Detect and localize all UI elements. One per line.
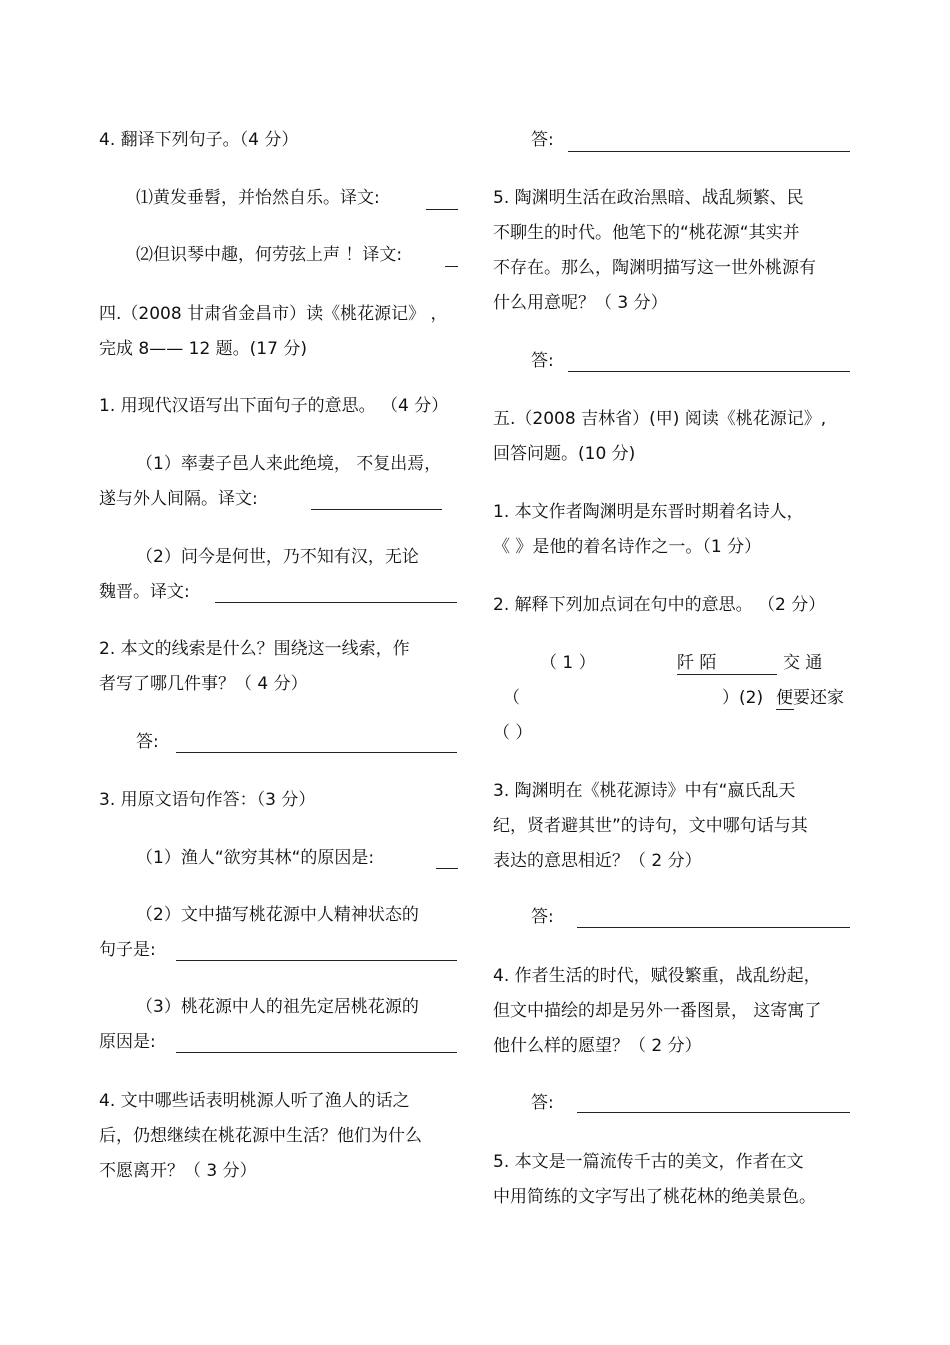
r-question-4-line2: 但文中描绘的却是另外一番图景， 这寄寓了 — [493, 1001, 822, 1021]
question-4b-line2: 后，仍想继续在桃花源中生活？他们为什么 — [99, 1126, 422, 1146]
r-question-5-line2: 中用简练的文字写出了桃花林的绝美景色。 — [493, 1187, 816, 1207]
r-question-2-bracket-blank: （ ） — [493, 723, 533, 743]
question-4-sentence-1: ⑴黄发垂髫，并怡然自乐。译文: — [136, 188, 380, 208]
answer-blank — [176, 752, 457, 753]
question-3-sentence-3-line1: （3）桃花源中人的祖先定居桃花源的 — [136, 997, 419, 1017]
r-question-2-item1-rest: 交 通 — [783, 653, 823, 673]
question-1-sentence-1-line2: 遂与外人间隔。译文: — [99, 489, 258, 509]
answer-blank — [426, 209, 458, 210]
r-question-2-item2-number: ）(2) — [722, 688, 764, 708]
section-4-heading-line2: 完成 8—— 12 题。(17 分) — [99, 339, 307, 359]
answer-blank — [436, 868, 458, 869]
question-4-title: 4. 翻译下列句子。（4 分） — [99, 130, 299, 150]
r-question-3-line2: 纪，贤者避其世”的诗句，文中哪句话与其 — [493, 816, 808, 836]
answer-label: 答: — [531, 130, 554, 150]
r-question-2-title: 2. 解释下列加点词在句中的意思。 （2 分） — [493, 595, 826, 615]
question-4b-line1: 4. 文中哪些话表明桃源人听了渔人的话之 — [99, 1091, 410, 1111]
section-5-heading-line1: 五.（2008 吉林省）(甲) 阅读《桃花源记》, — [493, 409, 827, 429]
question-3-sentence-2-line2: 句子是: — [99, 940, 156, 960]
answer-blank — [311, 509, 442, 510]
question-1-title: 1. 用现代汉语写出下面句子的意思。 （4 分） — [99, 396, 449, 416]
answer-blank — [577, 927, 850, 928]
question-3-sentence-2-line1: （2）文中描写桃花源中人精神状态的 — [136, 905, 419, 925]
question-3-sentence-3-line2: 原因是: — [99, 1032, 156, 1052]
r-question-1-line1: 1. 本文作者陶渊明是东晋时期着名诗人， — [493, 502, 804, 522]
answer-blank — [445, 266, 458, 267]
question-5-line3: 不存在。那么，陶渊明描写这一世外桃源有 — [493, 258, 816, 278]
emphasis-underline — [776, 709, 794, 710]
answer-label: 答: — [136, 732, 159, 752]
question-5-line4: 什么用意呢？（ 3 分） — [493, 293, 668, 313]
r-question-3-line3: 表达的意思相近？（ 2 分） — [493, 851, 702, 871]
question-2-line2: 者写了哪几件事？（ 4 分） — [99, 674, 308, 694]
answer-label: 答: — [531, 1093, 554, 1113]
answer-blank — [176, 1052, 457, 1053]
question-5-line1: 5. 陶渊明生活在政治黑暗、战乱频繁、民 — [493, 188, 804, 208]
answer-blank — [568, 371, 850, 372]
question-4b-line3: 不愿离开？（ 3 分） — [99, 1161, 257, 1181]
r-question-2-item1-word: 阡 陌 — [677, 652, 777, 675]
section-4-heading-line1: 四.（2008 甘肃省金昌市）读《桃花源记》 ， — [99, 304, 448, 324]
question-3-sentence-1: （1）渔人“欲穷其林“的原因是: — [136, 848, 375, 868]
question-1-sentence-2-line2: 魏晋。译文: — [99, 582, 190, 602]
answer-label: 答: — [531, 351, 554, 371]
question-4-sentence-2: ⑵但识琴中趣，何劳弦上声 ！译文: — [136, 245, 403, 265]
r-question-2-bracket-open: （ — [503, 688, 520, 708]
r-question-3-line1: 3. 陶渊明在《桃花源诗》中有“嬴氏乱天 — [493, 781, 796, 801]
question-2-line1: 2. 本文的线索是什么？围绕这一线索，作 — [99, 639, 410, 659]
answer-blank — [577, 1112, 850, 1113]
r-question-2-item1-number: （ 1 ） — [540, 653, 596, 673]
answer-label: 答: — [531, 907, 554, 927]
r-question-4-line3: 他什么样的愿望？（ 2 分） — [493, 1036, 702, 1056]
r-question-2-item2-word: 便要还家 — [776, 688, 844, 708]
question-1-sentence-1-line1: （1）率妻子邑人来此绝境， 不复出焉， — [136, 454, 442, 474]
r-question-4-line1: 4. 作者生活的时代，赋役繁重，战乱纷起， — [493, 966, 821, 986]
answer-blank — [215, 602, 457, 603]
r-question-5-line1: 5. 本文是一篇流传千古的美文，作者在文 — [493, 1152, 804, 1172]
r-question-1-line2: 《 》是他的着名诗作之一。（1 分） — [493, 537, 762, 557]
question-1-sentence-2-line1: （2）问今是何世，乃不知有汉，无论 — [136, 547, 419, 567]
question-5-line2: 不聊生的时代。他笔下的“桃花源“其实并 — [493, 223, 800, 243]
question-3-title: 3. 用原文语句作答：（3 分） — [99, 790, 316, 810]
section-5-heading-line2: 回答问题。(10 分) — [493, 444, 636, 464]
answer-blank — [568, 151, 850, 152]
answer-blank — [176, 960, 457, 961]
